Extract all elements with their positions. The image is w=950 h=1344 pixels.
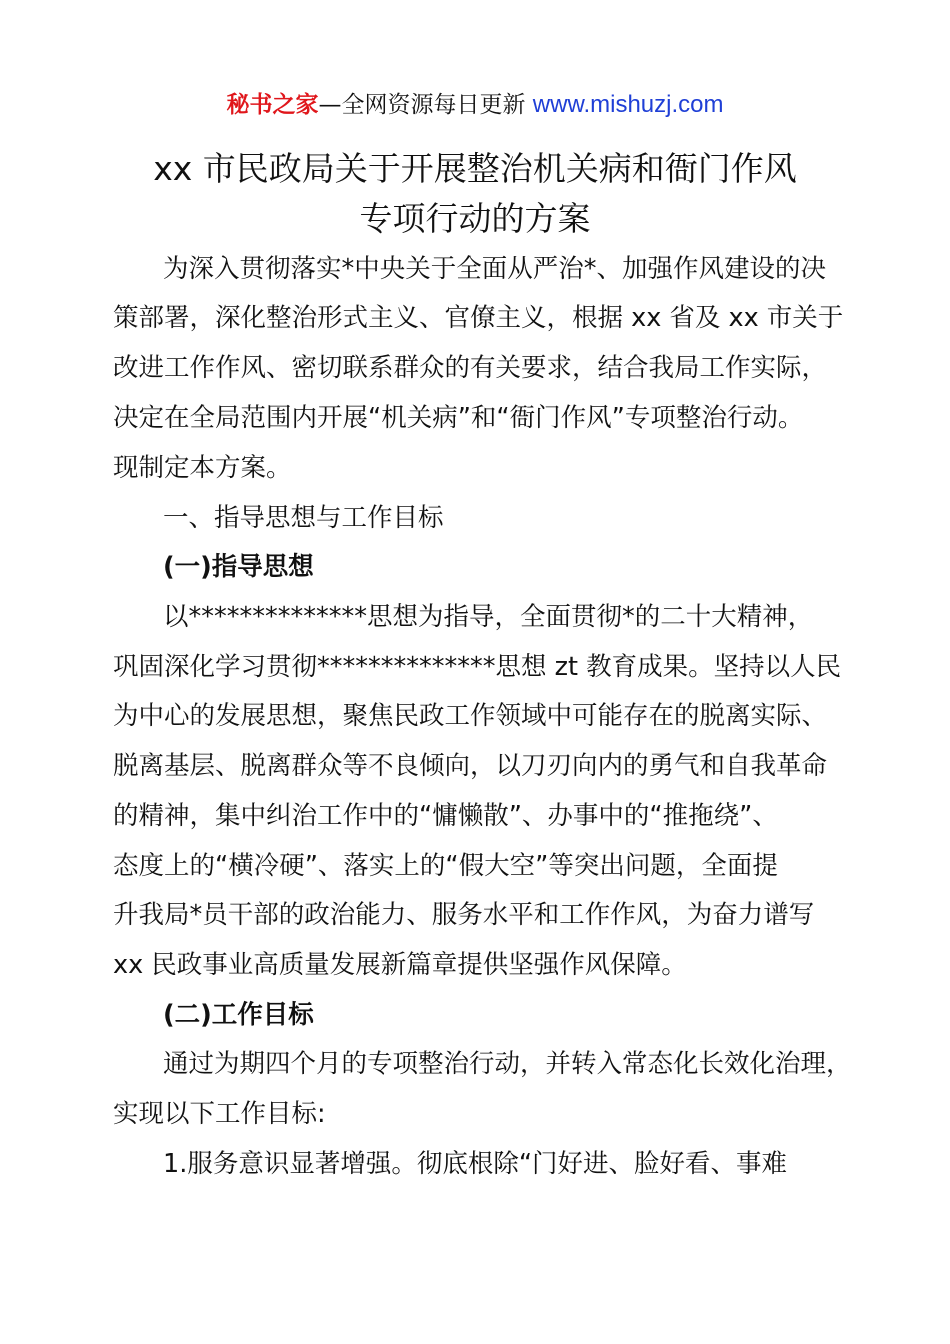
- body-paragraph-line: 通过为期四个月的专项整治行动，并转入常态化长效化治理，: [163, 1049, 852, 1079]
- site-url-link[interactable]: www.mishuzj.com: [532, 91, 724, 118]
- body-paragraph-line: 决定在全局范围内开展“机关病”和“衙门作风”专项整治行动。: [113, 403, 804, 433]
- body-paragraph-line: xx 民政事业高质量发展新篇章提供坚强作风保障。: [113, 950, 687, 980]
- body-paragraph-line: 脱离基层、脱离群众等不良倾向，以刀刃向内的勇气和自我革命: [113, 751, 828, 781]
- body-paragraph-line: 升我局*员干部的政治能力、服务水平和工作作风，为奋力谱写: [113, 900, 815, 930]
- section-heading: 一、指导思想与工作目标: [163, 503, 444, 533]
- body-paragraph-line: 为深入贯彻落实*中央关于全面从严治*、加强作风建设的决: [163, 254, 827, 284]
- body-paragraph-line: 1.服务意识显著增强。彻底根除“门好进、脸好看、事难: [163, 1149, 788, 1179]
- body-paragraph-line: 策部署，深化整治形式主义、官僚主义，根据 xx 省及 xx 市关于: [113, 303, 844, 333]
- body-paragraph-line: 以**************思想为指导，全面贯彻*的二十大精神，: [163, 602, 814, 632]
- body-paragraph-line: 改进工作作风、密切联系群众的有关要求，结合我局工作实际，: [113, 353, 828, 383]
- site-header: [0, 88, 950, 122]
- body-paragraph-line: 现制定本方案。: [113, 453, 292, 483]
- body-paragraph-line: 巩固深化学习贯彻**************思想 zt 教育成果。坚持以人民: [113, 652, 842, 682]
- body-paragraph-line: 态度上的“横冷硬”、落实上的“假大空”等突出问题，全面提: [113, 851, 778, 881]
- body-paragraph-line: 为中心的发展思想，聚焦民政工作领域中可能存在的脱离实际、: [113, 701, 828, 731]
- subsection-heading: (一)指导思想: [163, 552, 314, 582]
- document-title-line-1: xx 市民政局关于开展整治机关病和衙门作风: [153, 149, 797, 188]
- body-paragraph-line: 实现以下工作目标:: [113, 1099, 326, 1129]
- brand-name: 秘书之家: [226, 92, 319, 118]
- subsection-heading: (二)工作目标: [163, 1000, 314, 1030]
- body-paragraph-line: 的精神，集中纠治工作中的“慵懒散”、办事中的“推拖绕”、: [113, 801, 778, 831]
- header-tagline: —全网资源每日更新: [318, 92, 526, 118]
- document-title-line-2: 专项行动的方案: [359, 199, 591, 238]
